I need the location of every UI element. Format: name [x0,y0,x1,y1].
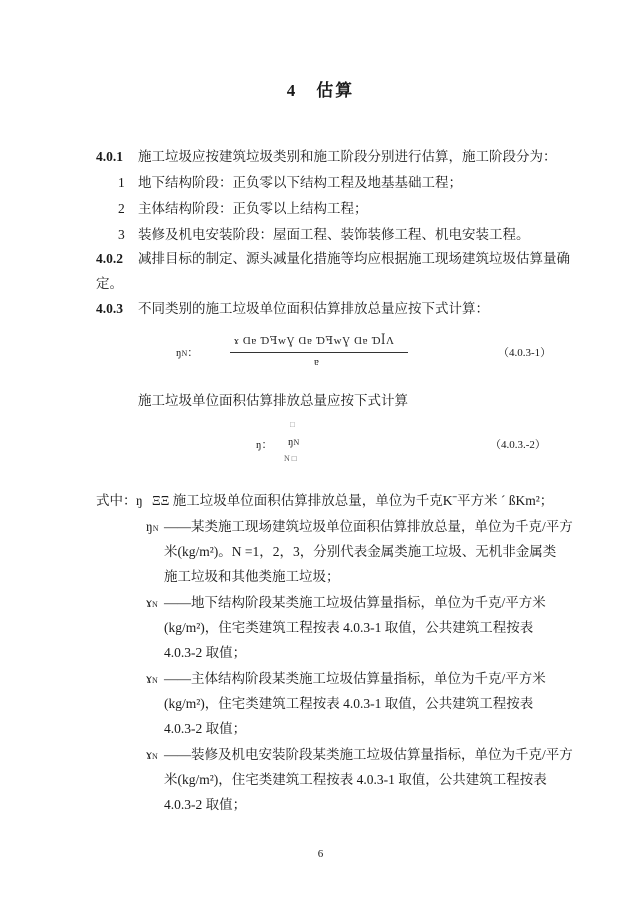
chapter-heading: 4 估算 [286,81,355,100]
def3-symbol: ɤN [146,595,158,610]
def3-line3: 4.0.3-2 取值； [164,645,247,660]
list-item-text: 主体结构阶段：正负零以上结构工程； [138,201,368,216]
clause-text-403: 不同类别的施工垃圾单位面积估算排放总量应按下式计算： [138,301,489,316]
eq1-fraction-bar [230,352,408,353]
list-item-number: 3 [118,227,125,242]
def4-line1: ——主体结构阶段某类施工垃圾估算量指标，单位为千克/平方米 [164,671,546,686]
def5-line1: ——装修及机电安装阶段某类施工垃圾估算量指标，单位为千克/平方 [164,747,573,762]
eq1-denominator: ɐ [314,356,319,368]
def5-line2: 米(kg/m²)，住宅类建筑工程按表 4.0.3-1 取值，公共建筑工程按表 [164,772,547,787]
clause-number-401: 4.0.1 [96,149,123,164]
clause-number-402: 4.0.2 [96,251,123,266]
clause-text-402: 减排目标的制定、源头减量化措施等均应根据施工现场建筑垃圾估算量确 [138,251,570,266]
def1-text: ΞΞ 施工垃圾单位面积估算排放总量，单位为千克Kˉ平方米 ˊ ßKm²； [152,493,554,508]
def5-symbol: ɤN [146,747,158,762]
clause-number-403: 4.0.3 [96,301,123,316]
def4-symbol: ɤN [146,671,158,686]
def5-line3: 4.0.3-2 取值； [164,797,247,812]
def2-line1: ——某类施工现场建筑垃圾单位面积估算排放总量，单位为千克/平方 [164,519,573,534]
def1-symbol: ŋ [136,493,143,508]
clause-text-402-cont: 定。 [96,276,123,291]
def4-line2: (kg/m²)，住宅类建筑工程按表 4.0.3-1 取值，公共建筑工程按表 [164,696,534,711]
eq2-term: ŋN [288,436,300,448]
eq2-intro: 施工垃圾单位面积估算排放总量应按下式计算 [138,393,408,408]
list-item-text: 装修及机电安装阶段：屋面工程、装饰装修工程、机电安装工程。 [138,227,530,242]
list-item-number: 1 [118,175,125,190]
eq1-number: （4.0.3-1） [498,347,552,359]
def3-line2: (kg/m²)，住宅类建筑工程按表 4.0.3-1 取值，公共建筑工程按表 [164,620,534,635]
eq1-lhs: ŋN： [176,347,199,359]
def2-line3: 施工垃圾和其他类施工垃圾； [164,569,340,584]
list-item-number: 2 [118,201,125,216]
eq2-sum-top: □ [290,420,295,429]
def4-line3: 4.0.3-2 取值； [164,721,247,736]
def2-line2: 米(kg/m²)。N =1，2，3，分别代表金属类施工垃圾、无机非金属类 [164,544,557,559]
list-item-text: 地下结构阶段：正负零以下结构工程及地基基础工程； [138,175,462,190]
page-number: 6 [317,848,324,860]
def3-line1: ——地下结构阶段某类施工垃圾估算量指标，单位为千克/平方米 [164,595,546,610]
clause-text-401: 施工垃圾应按建筑垃圾类别和施工阶段分别进行估算，施工阶段分为： [138,149,557,164]
eq2-lhs: ŋ： [256,439,273,451]
where-label: 式中： [96,493,137,508]
def2-symbol: ŋN [146,519,159,534]
eq1-numerator: ɤ Ɑɐ ƊꟻwƔ Ɑɐ ƊꟻwƔ Ɑɐ ƊꟾɅ [234,335,395,347]
eq2-sum-bottom: N □ [284,454,297,463]
eq2-number: （4.0.3.-2） [490,439,546,451]
